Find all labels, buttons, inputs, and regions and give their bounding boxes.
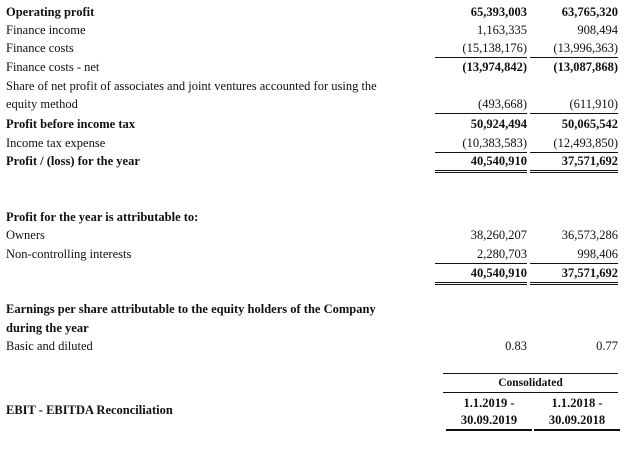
label-non-controlling: Non-controlling interests bbox=[6, 247, 132, 261]
row-consolidated bbox=[0, 374, 628, 392]
value-attributable-total-2018: 37,571,692 bbox=[530, 264, 618, 285]
label-basic-diluted: Basic and diluted bbox=[6, 339, 93, 353]
value-income-tax-2018: (12,493,850) bbox=[530, 134, 618, 153]
label-share-associates-line2: equity method bbox=[6, 97, 78, 111]
value-profit-for-year-2019: 40,540,910 bbox=[435, 152, 527, 173]
eps-heading-line1: Earnings per share attributable to the equity holders of the Company bbox=[6, 302, 376, 316]
label-operating-profit: Operating profit bbox=[6, 5, 95, 19]
row-owners bbox=[0, 226, 628, 244]
row-non-controlling bbox=[0, 245, 628, 263]
eps-heading-line2: during the year bbox=[6, 321, 89, 335]
label-profit-for-year: Profit / (loss) for the year bbox=[6, 154, 140, 168]
label-finance-income: Finance income bbox=[6, 23, 86, 37]
col2-period-line1: 1.1.2018 - bbox=[551, 396, 603, 410]
value-share-associates-2018: (611,910) bbox=[530, 95, 618, 114]
row-profit-for-year bbox=[0, 152, 628, 170]
row-finance-income bbox=[0, 21, 628, 39]
value-income-tax-2019: (10,383,583) bbox=[435, 134, 527, 153]
row-eps-basic-diluted bbox=[0, 337, 628, 355]
value-non-controlling-2018: 998,406 bbox=[530, 245, 618, 264]
col2-period-line2: 30.09.2018 bbox=[534, 411, 620, 431]
label-finance-costs-net: Finance costs - net bbox=[6, 60, 100, 74]
row-finance-costs-net bbox=[0, 58, 628, 76]
label-finance-costs: Finance costs bbox=[6, 41, 74, 55]
value-profit-for-year-2018: 37,571,692 bbox=[530, 152, 618, 173]
row-attributable-heading bbox=[0, 208, 628, 226]
row-profit-before-tax bbox=[0, 115, 628, 133]
value-owners-2018: 36,573,286 bbox=[561, 228, 618, 242]
value-finance-income-2018: 908,494 bbox=[577, 23, 618, 37]
value-attributable-total-2019: 40,540,910 bbox=[435, 264, 527, 285]
ebit-title: EBIT - EBITDA Reconciliation bbox=[6, 403, 173, 417]
label-owners: Owners bbox=[6, 228, 45, 242]
row-finance-costs bbox=[0, 39, 628, 57]
col1-period-line1: 1.1.2019 - bbox=[463, 396, 515, 410]
value-finance-income-2019: 1,163,335 bbox=[477, 23, 527, 37]
value-operating-profit-2019: 65,393,003 bbox=[470, 5, 527, 19]
row-share-associates-line1 bbox=[0, 77, 628, 95]
row-eps-heading-line2 bbox=[0, 319, 628, 337]
row-eps-heading-line1 bbox=[0, 300, 628, 318]
value-finance-costs-2019: (15,138,176) bbox=[435, 39, 527, 58]
col1-period-line2: 30.09.2019 bbox=[446, 411, 532, 431]
value-finance-costs-net-2019: (13,974,842) bbox=[462, 60, 527, 74]
consolidated-bottom-rule bbox=[443, 392, 618, 393]
row-income-tax bbox=[0, 134, 628, 152]
label-share-associates-line1: Share of net profit of associates and joint ventures accounted for using the bbox=[6, 79, 377, 93]
value-profit-before-tax-2019: 50,924,494 bbox=[470, 117, 527, 131]
value-owners-2019: 38,260,207 bbox=[470, 228, 527, 242]
row-share-associates bbox=[0, 95, 628, 113]
value-non-controlling-2019: 2,280,703 bbox=[435, 245, 527, 264]
consolidated-header: Consolidated bbox=[498, 377, 563, 389]
value-profit-before-tax-2018: 50,065,542 bbox=[561, 117, 618, 131]
label-profit-before-tax: Profit before income tax bbox=[6, 117, 136, 131]
value-finance-costs-net-2018: (13,087,868) bbox=[553, 60, 618, 74]
value-eps-2019: 0.83 bbox=[505, 339, 527, 353]
row-operating-profit bbox=[0, 3, 628, 21]
row-attributable-total bbox=[0, 264, 628, 282]
value-eps-2018: 0.77 bbox=[596, 339, 618, 353]
value-share-associates-2019: (493,668) bbox=[435, 95, 527, 114]
attributable-heading: Profit for the year is attributable to: bbox=[6, 210, 199, 224]
value-operating-profit-2018: 63,765,320 bbox=[561, 5, 618, 19]
label-income-tax: Income tax expense bbox=[6, 136, 106, 150]
value-finance-costs-2018: (13,996,363) bbox=[530, 39, 618, 58]
row-ebit-period-line2 bbox=[0, 411, 628, 429]
